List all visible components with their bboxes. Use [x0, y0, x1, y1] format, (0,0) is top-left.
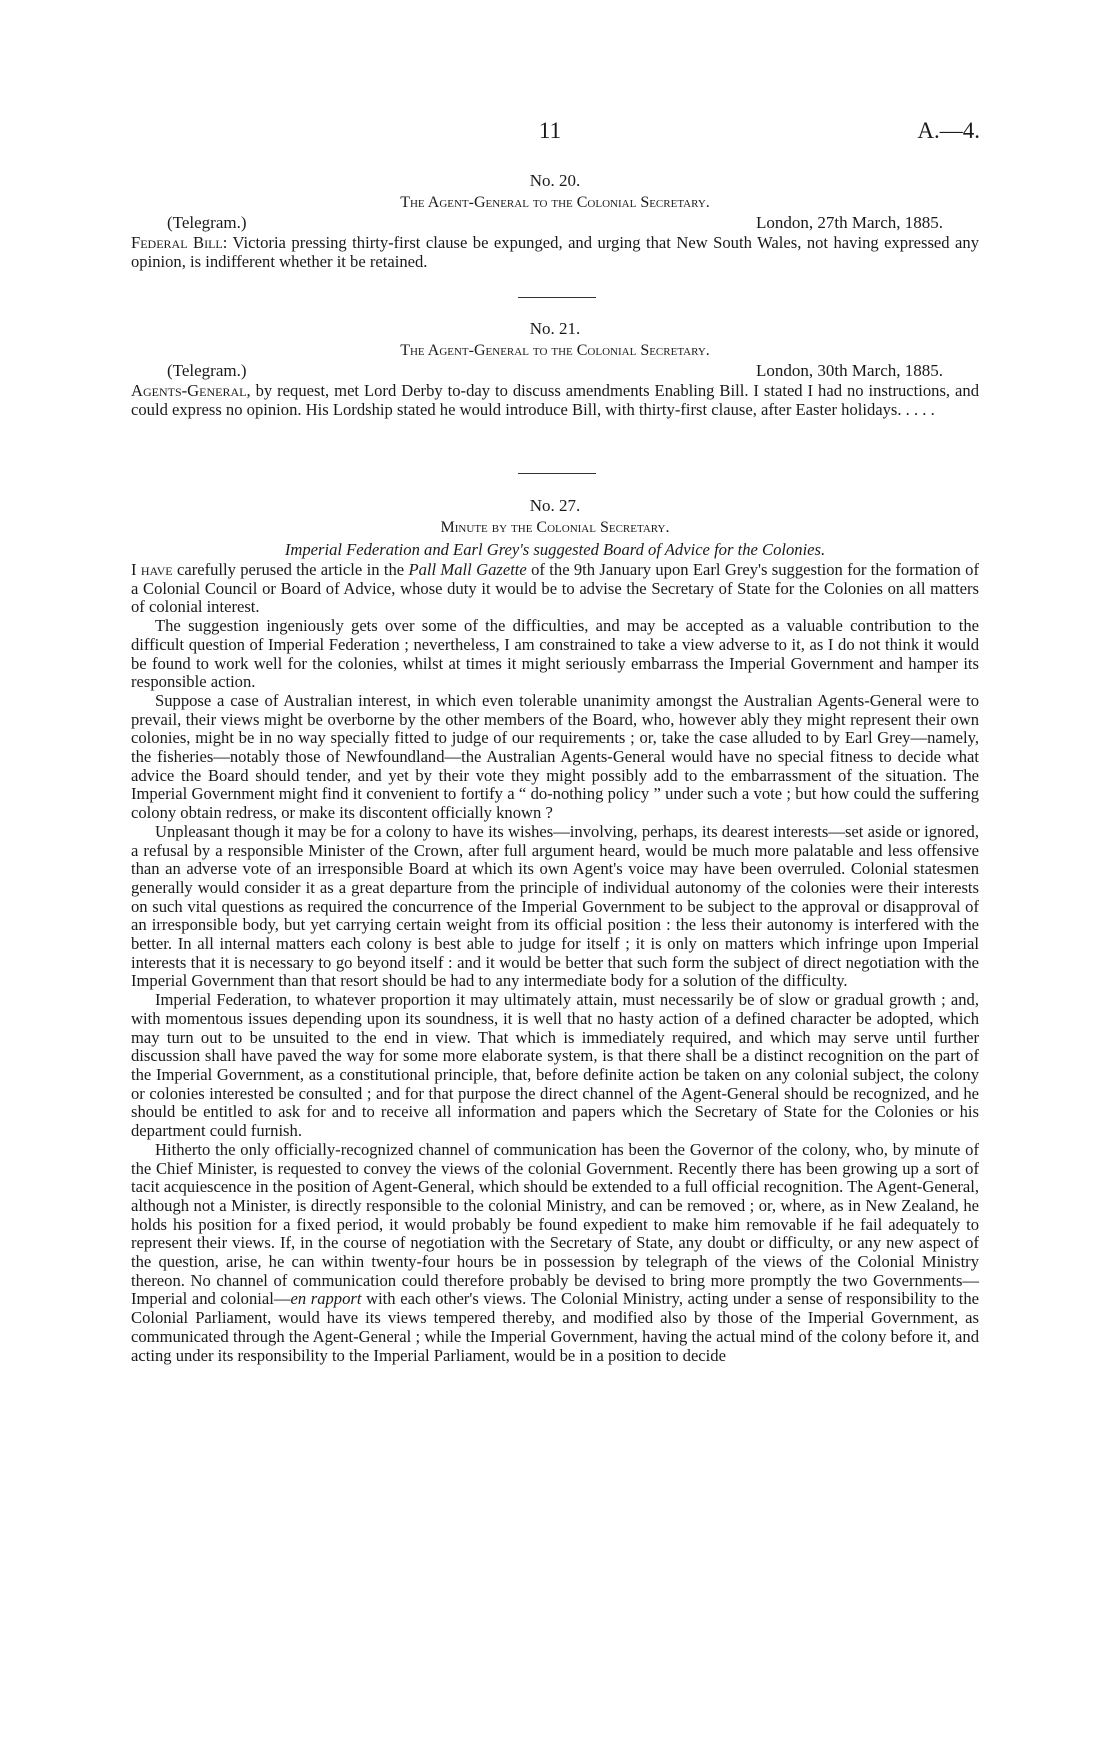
paragraph-text: with each other's views. The Colonial Ministry, acting under a sense of responsibility to the Colonial Parliament, would have its views tempered thereby, and modified also by those of the Imperial Government, as communicated through the Agent-General ; while the Imperial Government, having the actual mind of the colony before it, and acting under its responsibility to the Imperial Parliament, would be in a position to decide: [131, 1289, 979, 1365]
section-subtitle: Imperial Federation and Earl Grey's suggested Board of Advice for the Colonies.: [284, 540, 826, 559]
telegram-label: (Telegram.): [167, 361, 247, 380]
lead-words: I have: [131, 560, 173, 579]
paragraph: [131, 1141, 979, 1365]
place-date: London, 27th March, 1885.: [756, 213, 943, 232]
paragraph-text: Hitherto the only officially-recognized channel of communication has been the Governor of the colony, who, by minute of the Chief Minister, is requested to convey the views of the colonial Government. Recently there has been growing up a sort of tacit acquiescence in the position of Agent-General, which should be extended to a full official recognition. The Agent-General, although not a Minister, is directly responsible to the colonial Ministry, and can be removed ; or, where, as in New Zealand, he holds his position for a fixed period, it would probably be found expedient to make him removable if he fail adequately to represent their views. If, in the course of negotiation with the Secretary of State, any doubt or difficulty, or any new aspect of the question, arise, he can within twenty-four hours be in possession by telegraph of the views of the Colonial Ministry thereon. No channel of communication could therefore probably be devised to bring more promptly the two Governments—Imperial and colonial—: [131, 1139, 979, 1309]
paragraph-text: by request, met Lord Derby to-day to discuss amendments Enabling Bill. I stated I had no instructions, and could express no opinion. His Lordship stated he would introduce Bill, with thirty-first clause, after Easter holidays. . . . .: [131, 381, 979, 419]
lead-words: Federal Bill:: [131, 233, 228, 252]
section-number: No. 27.: [529, 496, 581, 515]
publication-title: Pall Mall Gazette: [408, 560, 527, 579]
section-number: No. 20.: [529, 171, 581, 190]
italic-phrase: en rapport: [290, 1289, 362, 1309]
section-title: The Agent-General to the Colonial Secretary.: [400, 194, 710, 211]
paragraph-text: Victoria pressing thirty-first clause be expunged, and urging that New South Wales, not having expressed any opinion, is indifferent whether it be retained.: [131, 233, 979, 271]
section-divider: [518, 473, 596, 474]
paragraph: Unpleasant though it may be for a colony to have its wishes—involving, perhaps, its dearest interests—set aside or ignored, a refusal by a responsible Minister of the Crown, after full argument heard, would be much more palatable and less offensive than an adverse vote of an irresponsible Board at which its own Agent's voice may have been overruled. Colonial statesmen generally would consider it as a great departure from the principle of individual autonomy of the colonies were their interests on such vital questions as required the concurrence of the Imperial Government to be subject to the approval or disapproval of an irresponsible body, but yet carrying certain weight from its official position : the less their autonomy is interfered with the better. In all internal matters each colony is best able to judge for itself ; it is only on matters which infringe upon Imperial interests that it is necessary to go beyond itself : and it would be better that such form the subject of direct negotiation with the Imperial Government than that resort should be had to any intermediate body for a solution of the difficulty.: [131, 821, 979, 991]
section-no-27: [131, 495, 979, 1365]
section-title: Minute by the Colonial Secretary.: [440, 519, 670, 536]
paragraph-text: of the 9th January upon Earl Grey's suggestion for the formation of a Colonial Council or Board of Advice, whose duty it would be to advise the Secretary of State for the Colonies on all matters of colonial interest.: [131, 560, 979, 617]
paragraph: Imperial Federation, to whatever proportion it may ultimately attain, must necessarily be of slow or gradual growth ; and, with momentous issues depending upon its soundness, it is well that no hasty action of a defined character be adopted, which may turn out to be unsuited to the end in view. That which is immediately required, and which may serve until further discussion shall have paved the way for some more elaborate system, is that there shall be a distinct recognition on the part of the Imperial Government, as a constitutional principle, that, before definite action be taken on any colonial subject, the colony or colonies interested be consulted ; and for that purpose the direct channel of the Agent-General should be recognized, and he should be entitled to ask for and to receive all information and papers which the Secretary of State for the Colonies or his department could furnish.: [131, 990, 979, 1141]
paper-reference: A.—4.: [917, 118, 980, 143]
telegram-line: [131, 362, 979, 382]
section-number: No. 21.: [529, 319, 581, 338]
paragraph-text: carefully perused the article in the: [172, 560, 409, 579]
section-no-20: [131, 170, 979, 271]
page-number: 11: [538, 118, 562, 143]
paragraph: The suggestion ingeniously gets over some of the difficulties, and may be accepted as a valuable contribution to the difficult question of Imperial Federation ; nevertheless, I am constrained to take a view adverse to it, as I do not think it would be found to work well for the colonies, whilst at times it might seriously embarrass the Imperial Government and hamper its responsible action.: [131, 616, 979, 692]
paragraph: Suppose a case of Australian interest, in which even tolerable unanimity amongst the Australian Agents-General were to prevail, their views might be overborne by the other members of the Board, who, however ably they might represent their own colonies, might be in no way specially fitted to judge of our requirements ; or, take the case alluded to by Earl Grey—namely, the fisheries—notably those of Newfoundland—the Australian Agents-General would have no special fitness to decide what advice the Board should tender, and yet by their vote they might possibly add to the embarrassment of the situation. The Imperial Government might find it convenient to fortify a “ do-nothing policy ” under such a vote ; but how could the suffering colony obtain redress, or make its discontent officially known ?: [131, 690, 979, 823]
section-divider: [518, 297, 596, 298]
telegram-label: (Telegram.): [167, 213, 247, 232]
section-no-21: [131, 318, 979, 419]
section-title: The Agent-General to the Colonial Secretary.: [400, 342, 710, 359]
paragraph: [131, 561, 979, 617]
place-date: London, 30th March, 1885.: [756, 361, 943, 380]
paragraph: [131, 382, 979, 419]
lead-words: Agents-General,: [131, 381, 251, 400]
paragraph: [131, 234, 979, 271]
telegram-line: [131, 214, 979, 234]
